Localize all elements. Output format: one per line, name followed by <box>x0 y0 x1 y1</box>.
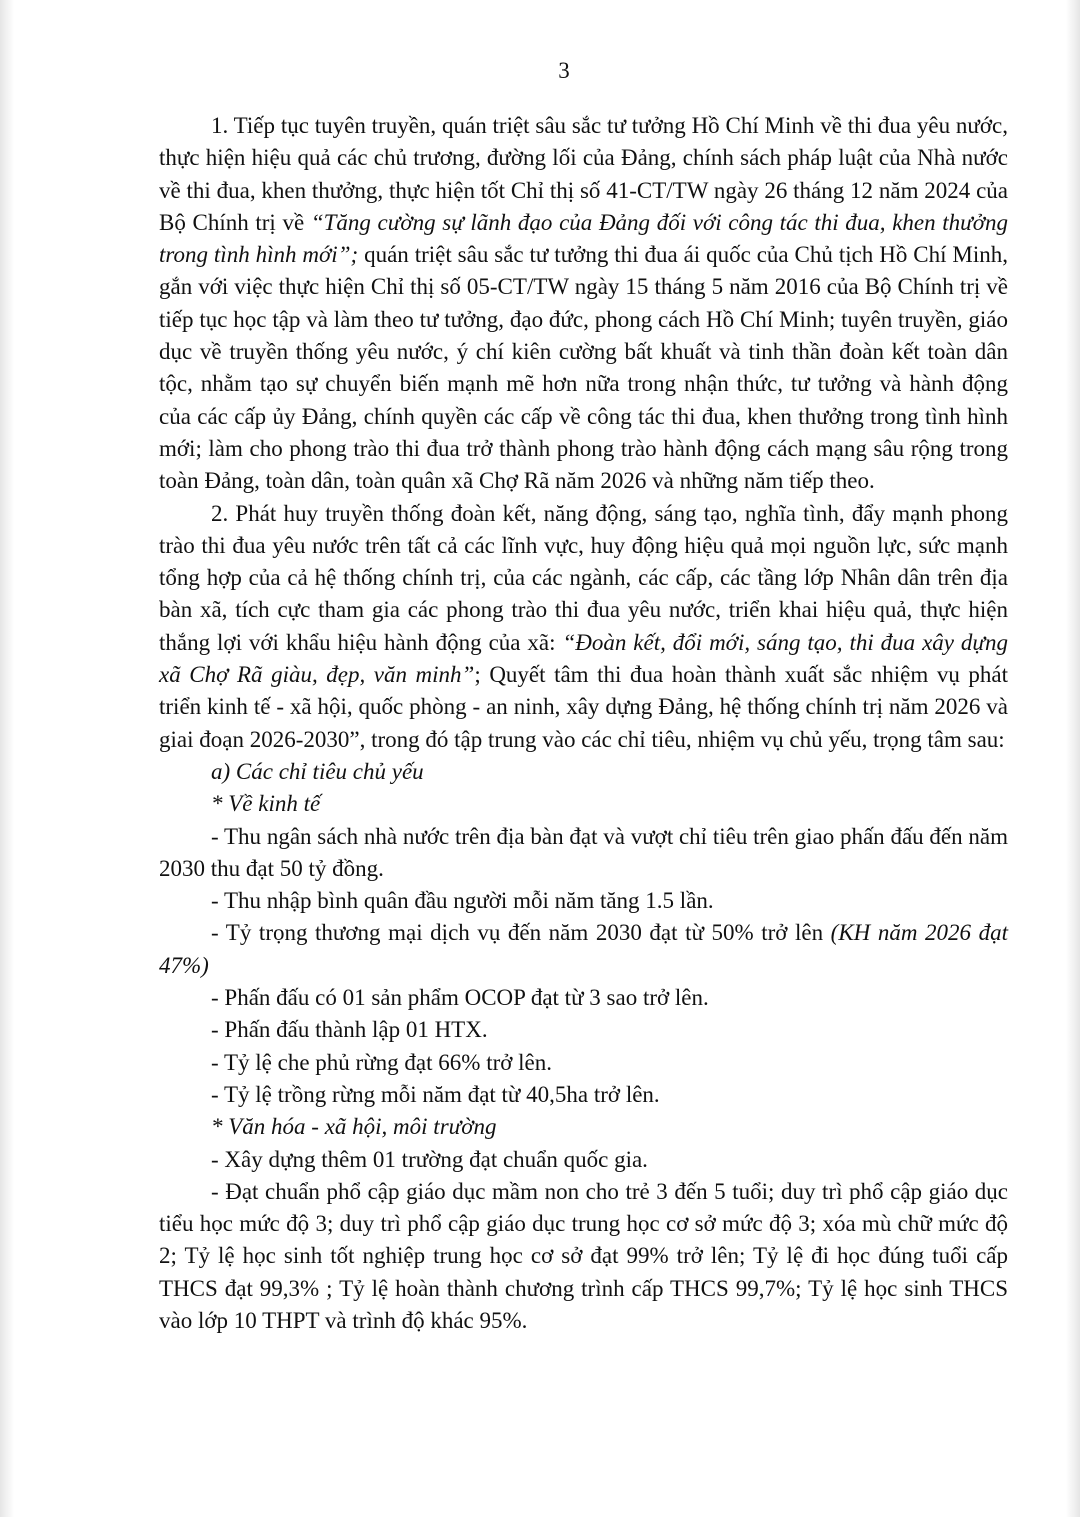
item-education: - Đạt chuẩn phổ cập giáo dục mầm non cho trẻ 3 đến 5 tuổi; duy trì phổ cập giáo dục tiểu học mức độ 3; duy trì phổ cập giáo dục trung học cơ sở mức độ 3; xóa mù chữ mức độ 2; Tỷ lệ học sinh tốt nghiệp trung học cơ sở đạt 99% trở lên; Tỷ lệ đi học đúng tuổi cấp THCS đạt 99,3% ; Tỷ lệ hoàn thành chương trình cấp THCS 99,7%; Tỷ lệ học sinh THCS vào lớp 10 THPT và trình độ khác 95%. <box>159 1178 1008 1333</box>
heading-culture-society: * Văn hóa - xã hội, môi trường <box>211 1114 497 1140</box>
item-trade-text: - Tỷ trọng thương mại dịch vụ đến năm 2030 đạt từ 50% trở lên <box>211 920 831 946</box>
paragraph-1-quote: “Tăng cường sự lãnh đạo của Đảng đối với công tác thi đua, khen thưởng trong tình hình mới”; <box>159 209 1008 268</box>
item-forest-plant: - Tỷ lệ trồng rừng mỗi năm đạt từ 40,5ha trở lên. <box>211 1081 660 1107</box>
item-ocop: - Phấn đấu có 01 sản phẩm OCOP đạt từ 3 sao trở lên. <box>211 985 709 1011</box>
paragraph-1-text-c: quán triệt sâu sắc tư tưởng thi đua ái quốc của Chủ tịch Hồ Chí Minh, gắn với việc thực hiện Chỉ thị số 05-CT/TW ngày 15 tháng 5 năm 2016 của Bộ Chính trị về tiếp tục học tập và làm theo tư tưởng, đạo đức, phong cách Hồ Chí Minh; tuyên truyền, giáo dục về truyền thống yêu nước, ý chí kiên cường bất khuất và tinh thần đoàn kết toàn dân tộc, nhằm tạo sự chuyển biến mạnh mẽ hơn nữa trong nhận thức, tư tưởng và hành động của các cấp ủy Đảng, chính quyền các cấp về công tác thi đua, khen thưởng trong tình hình mới; làm cho phong trào thi đua trở thành phong trào hành động cách mạng sâu rộng trong toàn Đảng, toàn dân, toàn quân xã Chợ Rã năm 2026 và những năm tiếp theo. <box>159 242 1009 494</box>
page-number: 3 <box>558 58 570 83</box>
item-trade-plan: (KH năm 2026 đạt 47%) <box>159 920 1008 978</box>
item-trade <box>159 917 1008 982</box>
page-edge-shadow-left <box>0 0 14 1517</box>
item-budget: - Thu ngân sách nhà nước trên địa bàn đạt và vượt chỉ tiêu trên giao phấn đấu đến năm 2030 thu đạt 50 tỷ đồng. <box>159 823 1008 881</box>
item-htx: - Phấn đấu thành lập 01 HTX. <box>211 1017 488 1043</box>
document-body <box>159 110 1008 1337</box>
heading-main-targets: a) Các chỉ tiêu chủ yếu <box>211 758 424 784</box>
heading-economy: * Về kinh tế <box>211 791 321 817</box>
item-school: - Xây dựng thêm 01 trường đạt chuẩn quốc gia. <box>211 1146 648 1172</box>
item-income: - Thu nhập bình quân đầu người mỗi năm tăng 1.5 lần. <box>211 888 714 914</box>
paragraph-1-text-a: 1. Tiếp tục tuyên truyền, quán triệt sâu sắc tư tưởng Hồ Chí Minh về thi đua yêu nước, thực hiện hiệu quả các chủ trương, đường lối của Đảng, chính sách pháp luật của Nhà nước về thi đua, khen thưởng, thực hiện tốt Chỉ thị số 41-CT/TW ngày 26 tháng 12 năm 2024 của Bộ Chính trị về <box>159 113 1008 235</box>
paragraph-2-text-a: 2. Phát huy truyền thống đoàn kết, năng động, sáng tạo, nghĩa tình, đẩy mạnh phong trào thi đua yêu nước trên tất cả các lĩnh vực, huy động hiệu quả mọi nguồn lực, sức mạnh tổng hợp của cả hệ thống chính trị, của các ngành, các cấp, các tầng lớp Nhân dân trên địa bàn xã, tích cực tham gia các phong trào thi đua yêu nước, triển khai hiệu quả, thực hiện thắng lợi với khẩu hiệu hành động của xã: <box>159 500 1008 655</box>
item-forest-cover: - Tỷ lệ che phủ rừng đạt 66% trở lên. <box>211 1049 553 1075</box>
paragraph-2-text-c: ; Quyết tâm thi đua hoàn thành xuất sắc nhiệm vụ phát triển kinh tế - xã hội, quốc phòng - an ninh, xây dựng Đảng, hệ thống chính trị năm 2026 và giai đoạn 2026-2030”, trong đó tập trung vào các chỉ tiêu, nhiệm vụ chủ yếu, trọng tâm sau: <box>159 662 1008 752</box>
paragraph-2 <box>159 498 1008 756</box>
page-edge-shadow-right <box>1066 0 1080 1517</box>
paragraph-1 <box>159 110 1008 498</box>
paragraph-2-slogan: “Đoàn kết, đổi mới, sáng tạo, thi đua xây dựng xã Chợ Rã giàu, đẹp, văn minh” <box>159 629 1008 688</box>
